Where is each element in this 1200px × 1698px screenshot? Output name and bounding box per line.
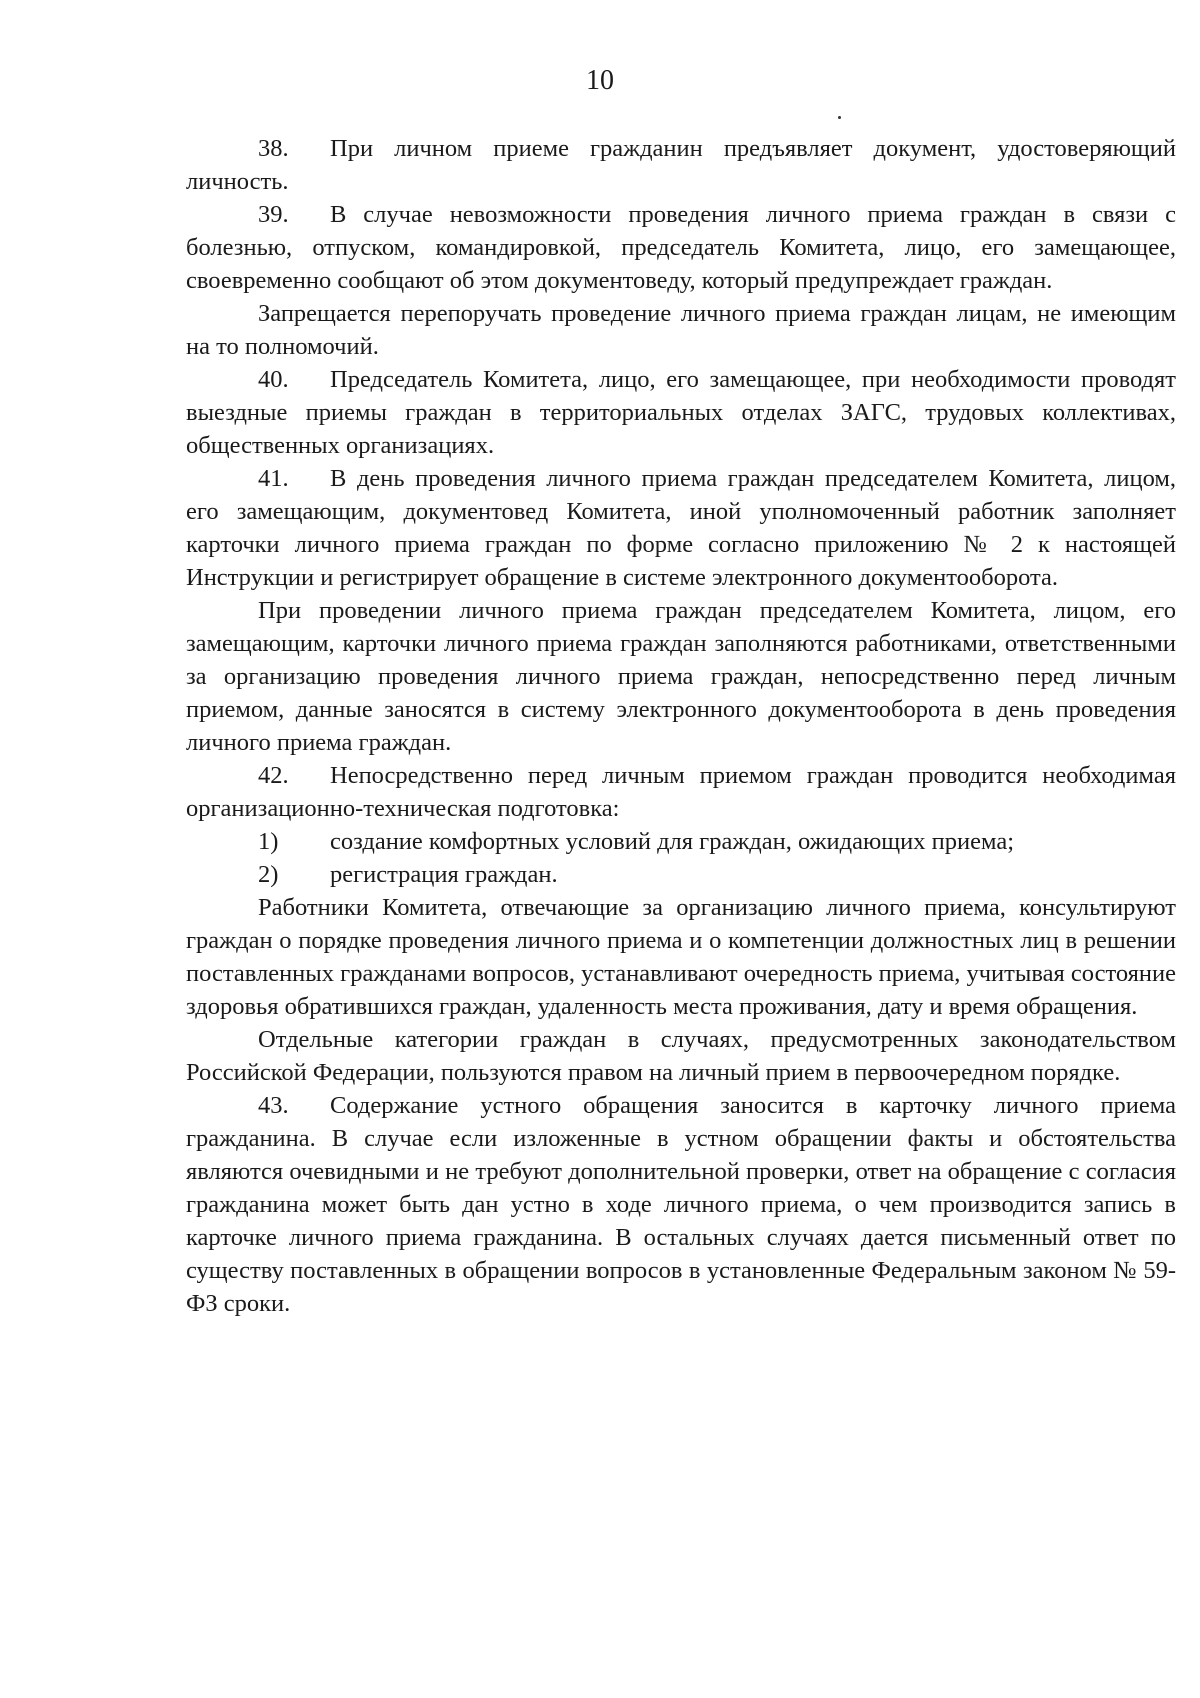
paragraph-42-staff	[186, 891, 1176, 1023]
list-item-text: создание комфортных условий для граждан, ожидающих приема;	[330, 828, 1015, 855]
list-item-text: регистрация граждан.	[330, 861, 558, 888]
paragraph-43	[186, 1089, 1176, 1320]
paragraph-text: Запрещается перепоручать проведение личного приема граждан лицам, не имеющим на то полномочий.	[186, 300, 1176, 360]
paragraph-number: 38.	[258, 135, 289, 162]
list-item	[186, 858, 1176, 891]
paragraph-42	[186, 759, 1176, 825]
paragraph-text: В день проведения личного приема граждан председателем Комитета, лицом, его замещающим, документовед Комитета, иной уполномоченный работник заполняет карточки личного приема граждан по форме согласно приложению № 2 к настоящей Инструкции и регистрирует обращение в системе электронного документооборота.	[186, 465, 1176, 591]
paragraph-text: Председатель Комитета, лицо, его замещающее, при необходимости проводят выездные приемы граждан в территориальных отделах ЗАГС, трудовых коллективах, общественных организациях.	[186, 366, 1176, 459]
list-marker: 2)	[258, 861, 279, 888]
paragraph-number: 43.	[258, 1092, 289, 1119]
list-marker: 1)	[258, 828, 279, 855]
scan-speck	[838, 116, 841, 119]
paragraph-text: Непосредственно перед личным приемом граждан проводится необходимая организационно-техническая подготовка:	[186, 762, 1176, 822]
page-number: 10	[586, 65, 614, 96]
paragraph-41	[186, 462, 1176, 594]
document-body	[186, 132, 1176, 1320]
paragraph-text: Отдельные категории граждан в случаях, предусмотренных законодательством Российской Федерации, пользуются правом на личный прием в первоочередном порядке.	[186, 1026, 1176, 1086]
paragraph-text: При личном приеме гражданин предъявляет документ, удостоверяющий личность.	[186, 135, 1176, 195]
paragraph-40	[186, 363, 1176, 462]
paragraph-number: 39.	[258, 201, 289, 228]
list-item	[186, 825, 1176, 858]
paragraph-number: 40.	[258, 366, 289, 393]
paragraph-38	[186, 132, 1176, 198]
paragraph-number: 41.	[258, 465, 289, 492]
paragraph-39	[186, 198, 1176, 297]
paragraph-42-priority	[186, 1023, 1176, 1089]
paragraph-number: 42.	[258, 762, 289, 789]
paragraph-text: Работники Комитета, отвечающие за организацию личного приема, консультируют граждан о порядке проведения личного приема и о компетенции должностных лиц в решении поставленных гражданами вопросов, устанавливают очередность приема, учитывая состояние здоровья обратившихся граждан, удаленность места проживания, дату и время обращения.	[186, 894, 1176, 1020]
paragraph-text: При проведении личного приема граждан председателем Комитета, лицом, его замещающим, карточки личного приема граждан заполняются работниками, ответственными за организацию проведения личного приема граждан, непосредственно перед личным приемом, данные заносятся в систему электронного документооборота в день проведения личного приема граждан.	[186, 597, 1176, 756]
paragraph-text: Содержание устного обращения заносится в карточку личного приема гражданина. В случае если изложенные в устном обращении факты и обстоятельства являются очевидными и не требуют дополнительной проверки, ответ на обращение с согласия гражданина может быть дан устно в ходе личного приема, о чем производится запись в карточке личного приема гражданина. В остальных случаях дается письменный ответ по существу поставленных в обращении вопросов в установленные Федеральным законом № 59-ФЗ сроки.	[186, 1092, 1176, 1317]
paragraph-39-continued	[186, 297, 1176, 363]
paragraph-text: В случае невозможности проведения личного приема граждан в связи с болезнью, отпуском, командировкой, председатель Комитета, лицо, его замещающее, своевременно сообщают об этом документоведу, который предупреждает граждан.	[186, 201, 1176, 294]
paragraph-41-continued	[186, 594, 1176, 759]
